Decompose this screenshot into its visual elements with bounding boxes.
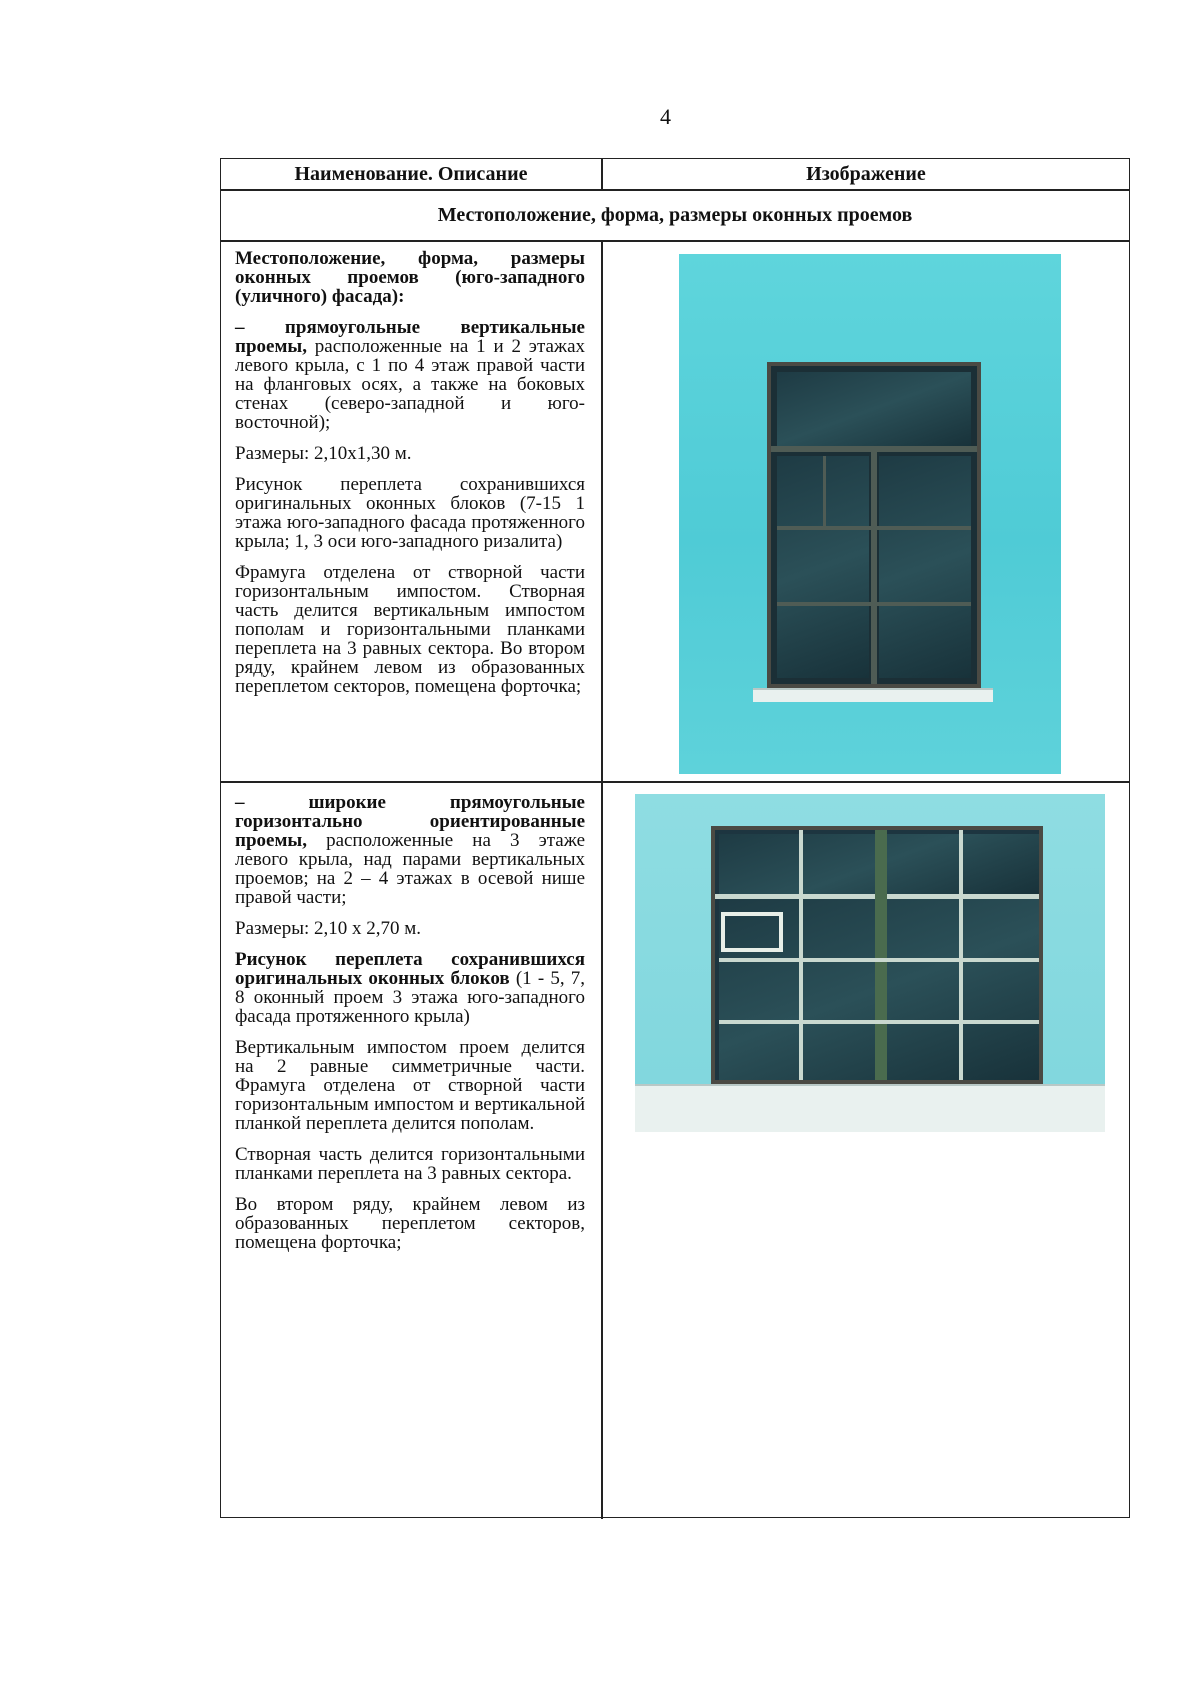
vertical-mullion: [871, 452, 877, 684]
window-sill: [753, 688, 993, 702]
row-2-details-2: Створная часть делится горизонтальными планками переплета на 3 равных сектора.: [235, 1144, 585, 1184]
header-column-divider: [601, 159, 603, 189]
header-name-description: Наименование. Описание: [294, 163, 528, 185]
row-2-item: [235, 793, 585, 907]
row-1-description: [235, 249, 585, 708]
section-title: Местоположение, форма, размеры оконных проемов: [437, 204, 913, 226]
row-1-item-text: расположенные на 1 и 2 этажах левого крыла, с 1 по 4 этаж правой части на фланговых осях, а также на боковых стенах (северо-западной и юго-восточной);: [235, 336, 585, 433]
row-2-item-bold: – широкие прямоугольные горизонтально ориентированные проемы,: [235, 792, 585, 851]
column-divider: [601, 240, 603, 1519]
page-number: 4: [660, 104, 671, 129]
header-image: Изображение: [806, 163, 926, 185]
row-2-description: [235, 793, 585, 1264]
row-1-item-bold: – прямоугольные вертикальные проемы,: [235, 317, 585, 357]
glazing-bar: [719, 1020, 1039, 1024]
glazing-bar: [959, 830, 963, 1080]
row-2-details-3: Во втором ряду, крайнем левом из образованных переплетом секторов, помещена форточка;: [235, 1194, 585, 1253]
central-mullion: [875, 830, 887, 1080]
section-divider: [221, 240, 1129, 242]
glazing-bar: [719, 958, 1039, 962]
vertical-window-photo: [679, 254, 1061, 774]
horizontal-window-photo: [635, 794, 1105, 1132]
wide-window-frame: [711, 826, 1043, 1084]
vent-pane: [721, 912, 783, 952]
row-1-pattern: Рисунок переплета сохранившихся оригинальных оконных блоков (7-15 1 этажа юго-западного фасада протяженного крыла; 1, 3 оси юго-западного ризалита): [235, 474, 585, 552]
glazing-bar: [799, 830, 803, 1080]
row-2-pattern-bold: Рисунок переплета сохранившихся оригинальных оконных блоков: [235, 949, 585, 989]
row-divider: [221, 781, 1129, 783]
glazing-bar: [777, 602, 971, 606]
row-1-details: Фрамуга отделена от створной части горизонтальным импостом. Створная часть делится вертикальным импостом пополам и горизонтальными планками переплета на 3 равных сектора. Во втором ряду, крайнем левом из образованных переплетом секторов, помещена форточка;: [235, 562, 585, 697]
row-1-heading: Местоположение, форма, размеры оконных проемов (юго-западного (уличного) фасада):: [235, 248, 585, 307]
vent-pane-bar: [823, 456, 826, 526]
row-1-size: Размеры: 2,10х1,30 м.: [235, 443, 412, 464]
row-1-item: [235, 318, 585, 432]
row-2-pattern-text: (1 - 5, 7, 8 оконный проем 3 этажа юго-западного фасада протяженного крыла): [235, 968, 585, 1027]
window-frame: [767, 362, 981, 688]
wall-cornice: [635, 1084, 1105, 1132]
row-2-pattern: [235, 950, 585, 1026]
right-sash-glass: [879, 456, 971, 678]
glazing-bar: [777, 526, 971, 530]
transom-glass: [777, 372, 971, 446]
row-2-size: Размеры: 2,10 х 2,70 м.: [235, 918, 422, 939]
row-2-details-1: Вертикальным импостом проем делится на 2 равные симметричные части. Фрамуга отделена от створной части горизонтальным импостом и вертикальной планкой переплета делится пополам.: [235, 1037, 585, 1134]
description-table: [220, 158, 1130, 1518]
row-2-item-text: расположенные на 3 этаже левого крыла, над парами вертикальных проемов; на 2 – 4 этажах в осевой нише правой части;: [235, 830, 585, 908]
